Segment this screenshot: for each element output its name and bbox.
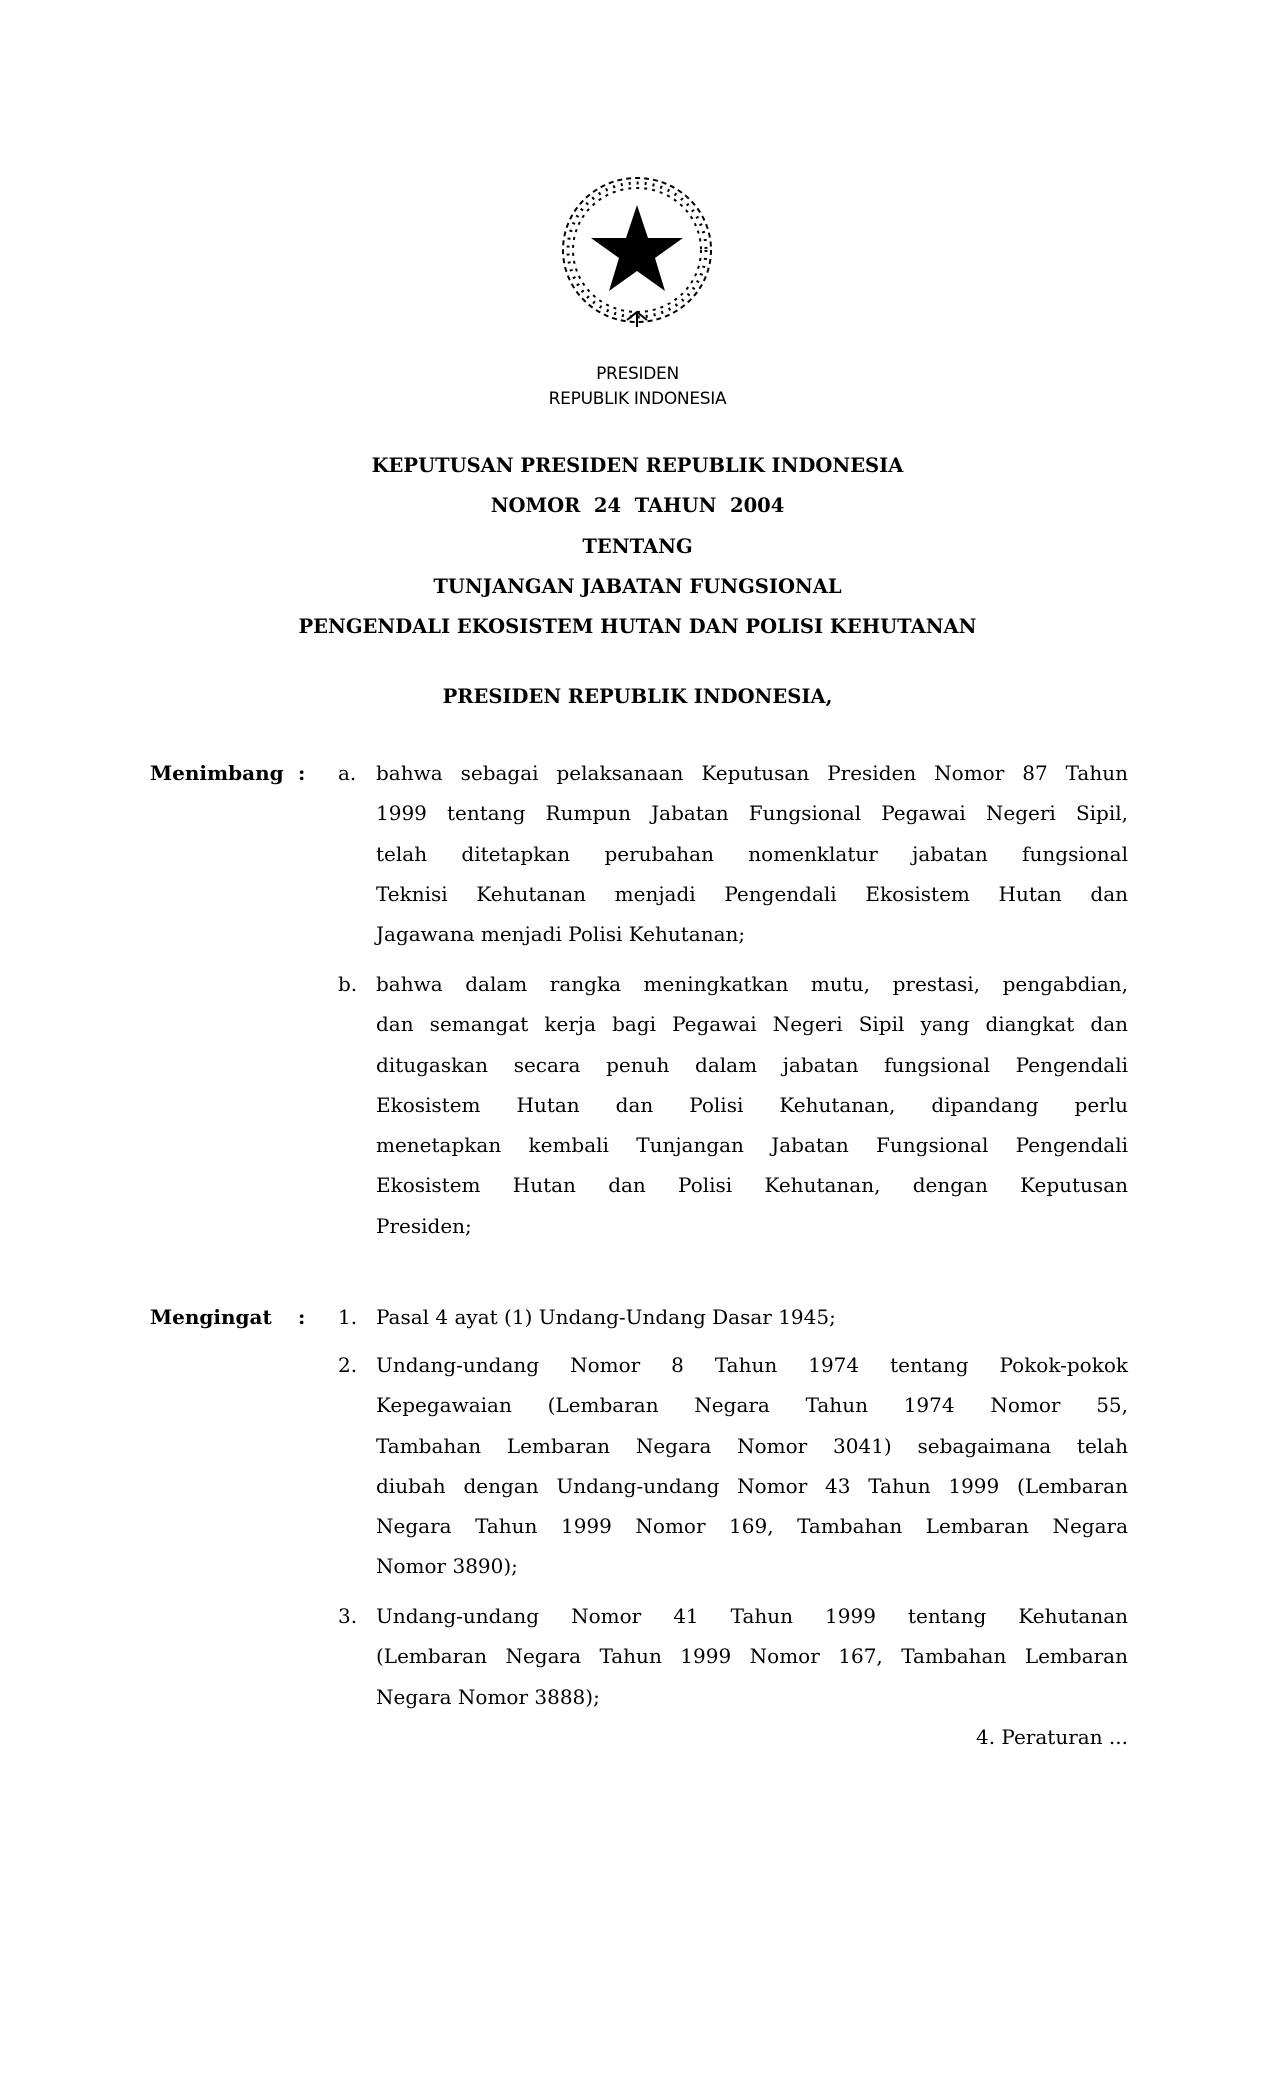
item-line: menetapkan kembali Tunjangan Jabatan Fungsional Pengendali [376,1133,1128,1158]
item-line: Negara Tahun 1999 Nomor 169, Tambahan Lembaran Negara [376,1514,1128,1539]
item-line: ditugaskan secara penuh dalam jabatan fungsional Pengendali [376,1052,1128,1077]
item-line: dan semangat kerja bagi Pegawai Negeri Sipil yang diangkat dan [376,1012,1128,1037]
item-marker: 2. [338,1353,358,1377]
mengingat-colon: : [298,1305,306,1329]
item-line: Nomor 3890); [376,1554,518,1579]
list-item [376,1596,1128,1717]
item-line: Jagawana menjadi Polisi Kehutanan; [376,922,746,947]
item-line: Teknisi Kehutanan menjadi Pengendali Ekosistem Hutan dan [376,881,1128,906]
presidential-seal-icon [557,172,717,332]
decree-subject-1: TUNJANGAN JABATAN FUNGSIONAL [433,575,842,598]
decree-number: NOMOR 24 TAHUN 2004 [490,494,785,517]
item-line: Pasal 4 ayat (1) Undang-Undang Dasar 1945; [376,1305,836,1329]
letterhead-presiden: PRESIDEN [596,364,679,384]
decree-tentang: TENTANG [582,535,693,558]
menimbang-colon: : [298,761,306,785]
item-marker: b. [338,972,358,996]
decree-subject-2: PENGENDALI EKOSISTEM HUTAN DAN POLISI KEHUTANAN [298,615,977,638]
decree-title: KEPUTUSAN PRESIDEN REPUBLIK INDONESIA [371,454,904,477]
list-item [376,964,1128,1246]
item-line: Undang-undang Nomor 41 Tahun 1999 tentang Kehutanan [376,1604,1128,1628]
item-line: Negara Nomor 3888); [376,1684,600,1709]
item-marker: 1. [338,1305,358,1329]
list-item [376,1345,1128,1587]
item-line: Tambahan Lembaran Negara Nomor 3041) sebagaimana telah [376,1433,1128,1458]
item-line: diubah dengan Undang-undang Nomor 43 Tahun 1999 (Lembaran [376,1473,1128,1498]
item-line: telah ditetapkan perubahan nomenklatur jabatan fungsional [376,841,1128,866]
page-continuation: 4. Peraturan ... [975,1725,1128,1749]
menimbang-label: Menimbang [150,761,284,785]
item-line: Ekosistem Hutan dan Polisi Kehutanan, dipandang perlu [376,1092,1128,1117]
issuer-heading: PRESIDEN REPUBLIK INDONESIA, [442,685,833,708]
item-line: Kepegawaian (Lembaran Negara Tahun 1974 Nomor 55, [376,1393,1128,1418]
letterhead-republik: REPUBLIK INDONESIA [548,389,727,409]
item-line: Ekosistem Hutan dan Polisi Kehutanan, dengan Keputusan [376,1173,1128,1198]
mengingat-label: Mengingat [150,1305,272,1329]
item-marker: a. [338,761,357,785]
item-line: (Lembaran Negara Tahun 1999 Nomor 167, Tambahan Lembaran [376,1644,1128,1669]
item-line: Undang-undang Nomor 8 Tahun 1974 tentang Pokok-pokok [376,1353,1128,1377]
list-item [376,753,1128,954]
item-line: Presiden; [376,1213,472,1238]
item-line: bahwa dalam rangka meningkatkan mutu, prestasi, pengabdian, [376,972,1128,996]
item-marker: 3. [338,1604,358,1628]
item-line: bahwa sebagai pelaksanaan Keputusan Presiden Nomor 87 Tahun [376,761,1128,785]
list-item [376,1297,1128,1337]
item-line: 1999 tentang Rumpun Jabatan Fungsional Pegawai Negeri Sipil, [376,801,1128,826]
